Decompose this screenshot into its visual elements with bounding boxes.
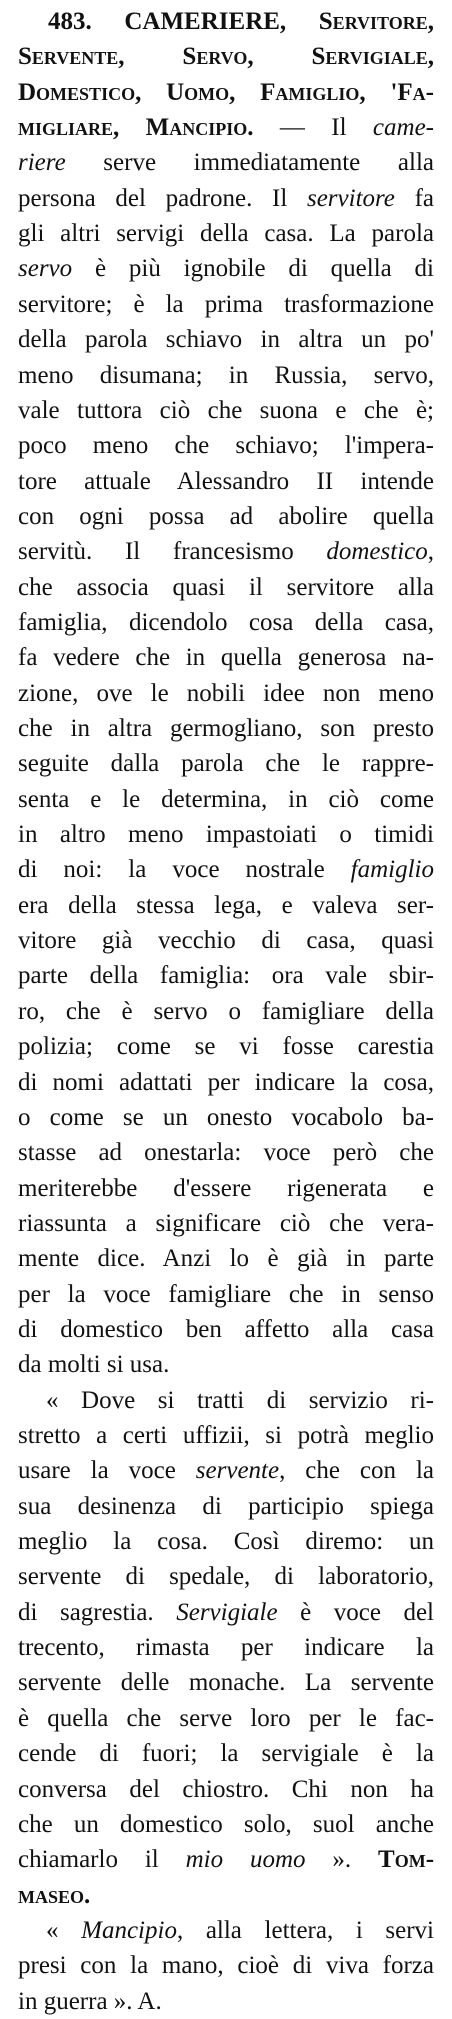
- italic-term: came-: [372, 114, 434, 142]
- italic-term: famiglio: [350, 856, 434, 884]
- text-line: [18, 1807, 434, 1842]
- text-segment: 483. CAMERIERE,: [48, 8, 319, 35]
- text-line: [18, 1524, 434, 1559]
- text-segment: è voce del: [277, 1598, 434, 1626]
- text-segment: senta e le determina, in ciò come: [18, 785, 434, 813]
- text-line: [18, 817, 434, 852]
- italic-term: Servigiale: [176, 1598, 278, 1626]
- text-segment: servitù. Il francesismo: [18, 538, 327, 566]
- italic-term: servo: [18, 255, 73, 283]
- text-line: [18, 1489, 434, 1524]
- small-caps-term: Tom-: [378, 1846, 435, 1874]
- text-line: [18, 1559, 434, 1594]
- text-line: [18, 676, 434, 711]
- text-segment: tore attuale Alessandro II intende: [18, 467, 434, 495]
- text-segment: è quella che serve loro per le fac-: [18, 1704, 434, 1732]
- text-segment: persona del padrone. Il: [18, 184, 307, 212]
- text-segment: di domestico ben affetto alla casa: [18, 1315, 434, 1343]
- italic-term: servente: [195, 1457, 280, 1485]
- text-segment: gli altri servigi della casa. La parola: [18, 220, 434, 248]
- text-line: [18, 640, 434, 675]
- text-segment: da molti si usa.: [18, 1351, 170, 1379]
- text-segment: o come se un onesto vocabolo ba-: [18, 1103, 434, 1131]
- text-segment: serve immediatamente alla: [65, 149, 434, 177]
- text-line: [18, 322, 434, 357]
- text-segment: fa vedere che in quella generosa na-: [18, 644, 434, 672]
- text-segment: con ogni possa ad abolire quella: [18, 502, 434, 530]
- text-line: [18, 888, 434, 923]
- text-segment: , alla lettera, i servi: [176, 1916, 435, 1944]
- text-line: [18, 1842, 434, 1877]
- small-caps-term: Domestico, Uomo, Famiglio, 'Fa-: [18, 78, 434, 106]
- text-line: [18, 605, 434, 640]
- italic-term: mio uomo: [185, 1846, 306, 1874]
- text-segment: che un domestico solo, suol anche: [18, 1810, 434, 1838]
- text-line: [18, 570, 434, 605]
- text-line: [18, 1029, 434, 1064]
- text-line: [18, 110, 434, 145]
- text-line: [18, 1948, 434, 1983]
- text-line: [18, 1630, 434, 1665]
- text-segment: mente dice. Anzi lo è già in parte: [18, 1245, 434, 1273]
- text-line: [18, 287, 434, 322]
- text-segment: della parola schiavo in altra un po': [18, 326, 434, 354]
- text-segment: di sagrestia.: [18, 1598, 177, 1626]
- text-segment: stasse ad onestarla: voce però che: [18, 1139, 434, 1167]
- text-line: [18, 428, 434, 463]
- text-line: [18, 75, 434, 110]
- text-line: [18, 39, 434, 74]
- text-line: [18, 711, 434, 746]
- text-segment: ,: [427, 538, 434, 566]
- text-segment: « Dove si tratti di servizio ri-: [46, 1386, 434, 1414]
- text-line: [18, 1206, 434, 1241]
- text-line: [18, 1984, 434, 2019]
- text-segment: che in altra germogliano, son presto: [18, 715, 434, 742]
- text-line: [18, 1453, 434, 1488]
- text-line: [18, 1312, 434, 1347]
- text-segment: parte della famiglia: ora vale sbir-: [18, 962, 434, 990]
- text-segment: «: [46, 1916, 82, 1944]
- text-segment: meglio la cosa. Così diremo: un: [18, 1528, 434, 1556]
- text-line: [18, 1065, 434, 1100]
- italic-term: riere: [18, 149, 66, 177]
- text-line: [46, 1383, 434, 1418]
- small-caps-term: Servente, Servo, Servigiale,: [18, 43, 434, 71]
- text-segment: era della stessa lega, e valeva ser-: [18, 891, 434, 919]
- text-line: [18, 1736, 434, 1771]
- text-line: [18, 852, 434, 887]
- text-segment: meno disumana; in Russia, servo,: [18, 361, 434, 389]
- text-segment: che associa quasi il servitore alla: [18, 573, 434, 601]
- text-line: [18, 1701, 434, 1736]
- text-line: [18, 181, 434, 216]
- text-segment: meriterebbe d'essere rigenerata e: [18, 1174, 434, 1202]
- text-line: [18, 1595, 434, 1630]
- text-segment: servente di spedale, di laboratorio,: [18, 1563, 434, 1591]
- text-line: [18, 534, 434, 569]
- text-line: [18, 746, 434, 781]
- text-segment: presi con la mano, cioè di viva forza: [18, 1952, 434, 1980]
- text-segment: seguite dalla parola che le rappre-: [18, 750, 434, 778]
- text-segment: stretto a certi uffizii, si potrà meglio: [18, 1422, 434, 1449]
- text-segment: vale tuttora ciò che suona e che è;: [18, 396, 434, 424]
- text-segment: vitore già vecchio di casa, quasi: [18, 927, 434, 955]
- text-segment: usare la voce: [18, 1457, 196, 1485]
- small-caps-term: maseo.: [18, 1881, 91, 1909]
- text-line: [18, 216, 434, 251]
- text-segment: famiglia, dicendolo cosa della casa,: [18, 608, 434, 636]
- text-segment: fa: [394, 184, 435, 212]
- text-line: [18, 1135, 434, 1170]
- italic-term: Mancipio: [81, 1916, 177, 1944]
- text-line: [18, 958, 434, 993]
- text-segment: — Il: [253, 114, 373, 142]
- text-line: [18, 1171, 434, 1206]
- text-segment: in guerra ». A.: [18, 1987, 162, 2015]
- text-segment: ».: [305, 1846, 379, 1874]
- text-line: [18, 464, 434, 499]
- small-caps-term: Servitore,: [318, 8, 434, 35]
- text-segment: sua desinenza di participio spiega: [18, 1492, 434, 1520]
- text-segment: zione, ove le nobili idee non meno: [18, 679, 434, 707]
- italic-term: servitore: [306, 184, 395, 212]
- text-segment: poco meno che schiavo; l'impera-: [18, 432, 434, 460]
- text-line: [18, 358, 434, 393]
- text-line: [18, 1100, 434, 1135]
- text-line: [18, 1772, 434, 1807]
- text-line: [18, 145, 434, 180]
- small-caps-term: migliare, Mancipio.: [18, 114, 254, 142]
- text-line: [18, 994, 434, 1029]
- text-segment: cende di fuori; la servigiale è la: [18, 1740, 434, 1768]
- text-segment: polizia; come se vi fosse carestia: [18, 1033, 434, 1061]
- text-segment: servente delle monache. La servente: [18, 1669, 434, 1697]
- text-segment: servitore; è la prima trasformazione: [18, 290, 434, 318]
- text-line: [18, 251, 434, 286]
- text-segment: è più ignobile di quella di: [72, 255, 434, 283]
- text-line: [18, 782, 434, 817]
- text-segment: , che con la: [279, 1457, 434, 1485]
- text-segment: di noi: la voce nostrale: [18, 856, 351, 884]
- text-segment: trecento, rimasta per indicare la: [18, 1634, 434, 1662]
- text-segment: ro, che è servo o famigliare della: [18, 997, 434, 1025]
- text-line: [18, 1418, 434, 1453]
- text-line: [18, 1277, 434, 1312]
- text-line: [18, 1878, 434, 1913]
- text-segment: chiamarlo il: [18, 1846, 186, 1874]
- text-segment: di nomi adattati per indicare la cosa,: [18, 1068, 434, 1096]
- text-line: [18, 1241, 434, 1276]
- text-line: [46, 1913, 434, 1948]
- text-line: [18, 393, 434, 428]
- text-line: [48, 4, 434, 39]
- text-segment: per la voce famigliare che in senso: [18, 1280, 434, 1308]
- text-line: [18, 923, 434, 958]
- text-line: [18, 1347, 434, 1382]
- text-segment: in altro meno impastoiati o timidi: [18, 821, 434, 849]
- text-line: [18, 1665, 434, 1700]
- text-line: [18, 499, 434, 534]
- italic-term: domestico: [326, 538, 428, 566]
- text-segment: conversa del chiostro. Chi non ha: [18, 1775, 434, 1803]
- text-segment: riassunta a significare ciò che vera-: [18, 1209, 434, 1237]
